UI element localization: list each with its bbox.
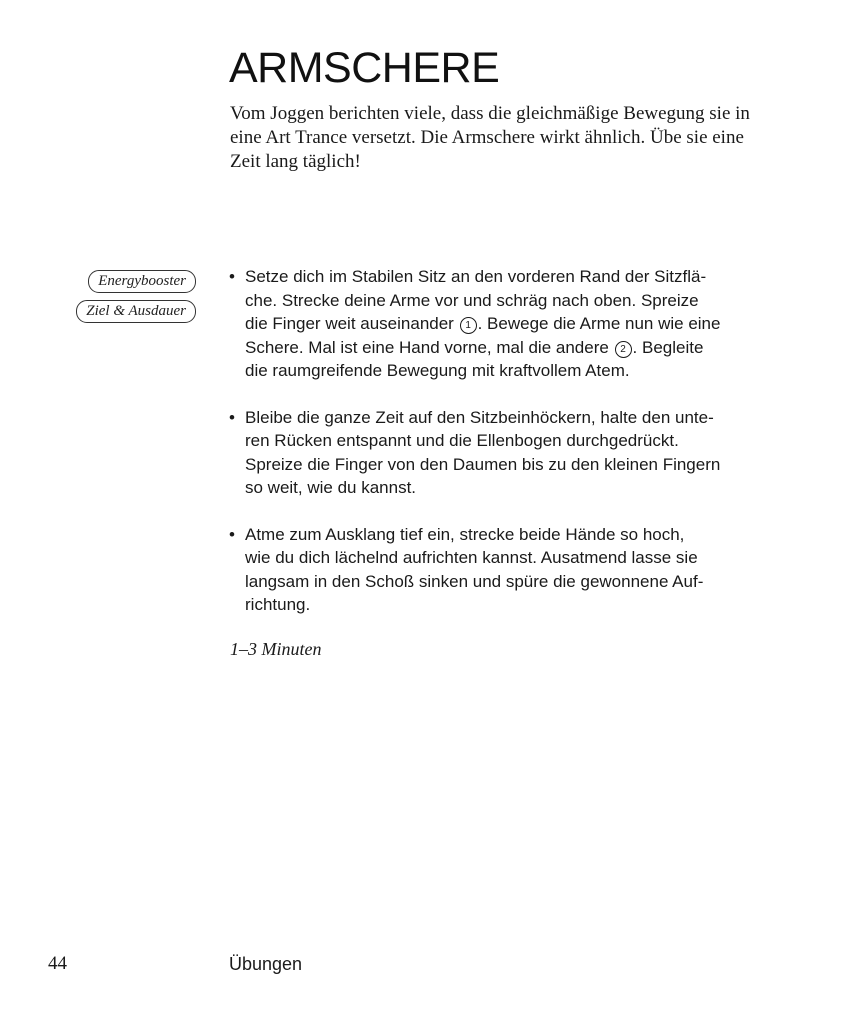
tag-ziel-ausdauer: Ziel & Ausdauer — [76, 300, 196, 323]
instruction-step-3 — [229, 523, 759, 617]
instruction-step-1 — [229, 265, 759, 383]
text-line — [245, 336, 759, 360]
text-line: Setze dich im Stabilen Sitz an den vorderen Rand der Sitzflä- — [245, 267, 707, 286]
text-line: richtung. — [245, 595, 311, 614]
text-line: so weit, wie du kannst. — [245, 478, 417, 497]
text-line — [245, 312, 759, 336]
bullet-icon: • — [229, 407, 235, 427]
text-fragment: Schere. Mal ist eine Hand vorne, mal die andere — [245, 337, 609, 357]
page-title: ARMSCHERE — [229, 44, 500, 92]
text-fragment: die Finger weit auseinander — [245, 314, 454, 333]
text-line: ren Rücken entspannt und die Ellenbogen durchgedrückt. — [245, 431, 679, 450]
text-line: die raumgreifende Bewegung mit kraftvollem Atem. — [245, 361, 630, 380]
text-line: Bleibe die ganze Zeit auf den Sitzbeinhöckern, halte den unte- — [245, 407, 714, 427]
text-fragment: . Begleite — [632, 337, 704, 357]
intro-paragraph: Vom Joggen berichten viele, dass die gleichmäßige Bewegung sie in eine Art Trance versetzt. Die Armschere wirkt ähnlich. Übe sie eine Zeit lang täglich! — [230, 103, 750, 172]
section-label: Übungen — [229, 954, 303, 974]
page-number: 44 — [48, 953, 67, 974]
instruction-step-2 — [229, 406, 759, 500]
figure-marker-1-icon: 1 — [460, 317, 477, 334]
duration-label: 1–3 Minuten — [230, 639, 322, 659]
text-line: langsam in den Schoß sinken und spüre die gewonnene Auf- — [245, 571, 704, 591]
tag-list — [62, 270, 196, 323]
text-line: che. Strecke deine Arme vor und schräg nach oben. Spreize — [245, 290, 699, 310]
text-fragment: . Bewege die Arme nun wie eine — [477, 314, 721, 333]
bullet-icon: • — [229, 267, 235, 286]
instruction-list — [229, 265, 759, 640]
text-line: wie du dich lächelnd aufrichten kannst. Ausatmend lasse sie — [245, 548, 698, 567]
text-line: Spreize die Finger von den Daumen bis zu den kleinen Fingern — [245, 454, 721, 474]
text-line: Atme zum Ausklang tief ein, strecke beide Hände so hoch, — [245, 524, 685, 544]
figure-marker-2-icon: 2 — [615, 341, 632, 358]
bullet-icon: • — [229, 524, 235, 544]
tag-energybooster: Energybooster — [88, 270, 196, 293]
